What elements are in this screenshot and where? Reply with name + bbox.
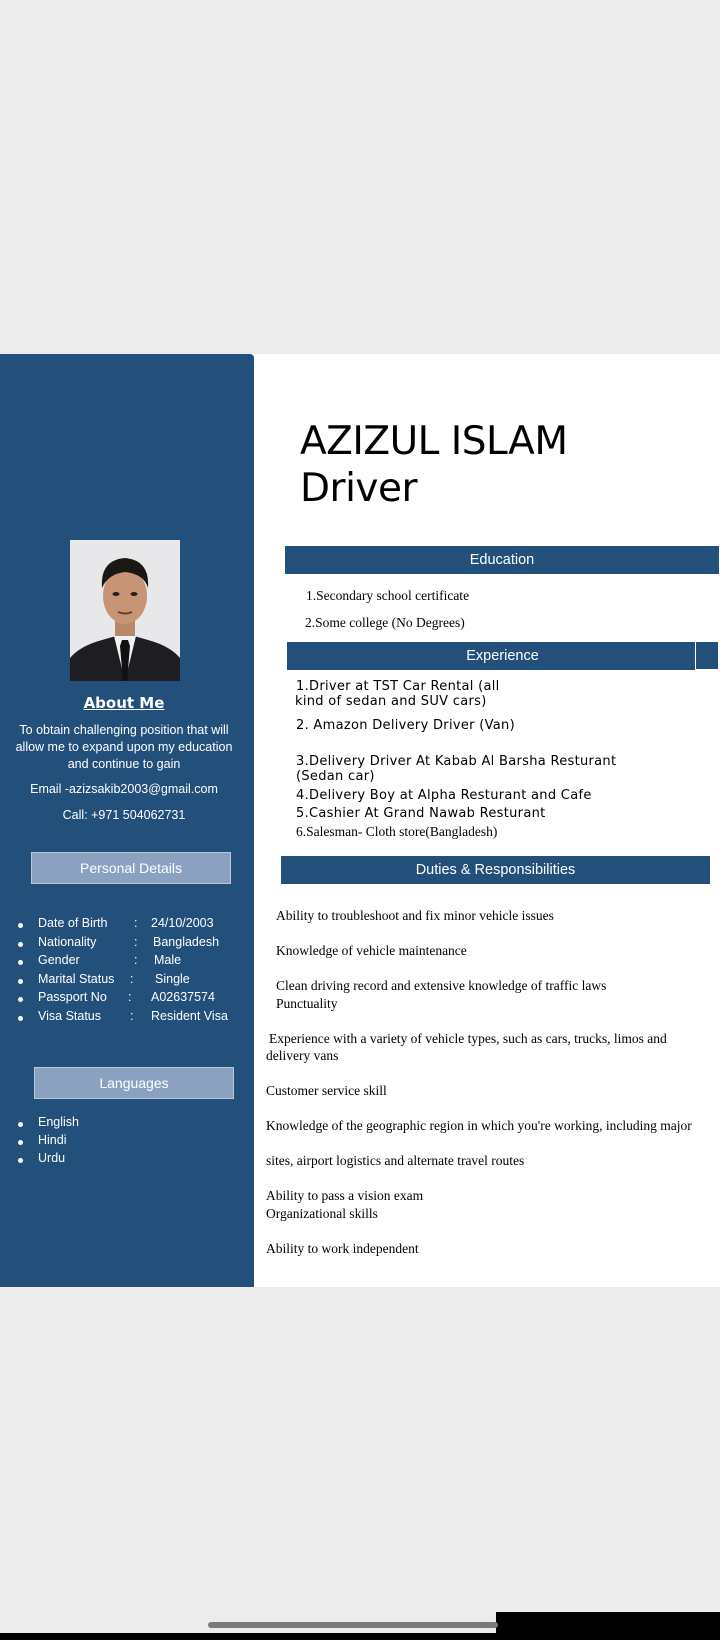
experience-item: 5.Cashier At Grand Nawab Resturant [296,806,546,821]
detail-value: Male [154,953,182,967]
detail-value: Resident Visa [151,1008,228,1023]
list-item [0,953,254,972]
experience-item: kind of sedan and SUV cars) [295,694,487,709]
detail-separator: : [134,934,138,949]
detail-label: Visa Status [38,1008,102,1023]
personal-details-heading: Personal Details [31,852,231,884]
list-item [0,1009,254,1028]
name-line: AZIZUL ISLAM [300,419,568,464]
detail-label: Nationality [38,934,97,949]
duty-item: delivery vans [266,1048,339,1063]
detail-separator: : [130,1008,134,1023]
list-item [0,935,254,954]
sidebar [0,354,254,1287]
list-item: English [0,1115,254,1133]
duty-item: Clean driving record and extensive knowledge of traffic laws [276,978,607,993]
detail-value: Single [155,971,190,986]
detail-separator: : [130,971,134,986]
bottom-edge [0,1633,720,1640]
detail-separator: : [134,953,138,967]
phone-text: Call: +971 504062731 [62,808,186,822]
role-line: Driver [300,466,418,511]
list-item [0,990,254,1009]
home-indicator[interactable] [208,1622,498,1628]
languages-list [0,1115,254,1169]
duty-item: sites, airport logistics and alternate travel routes [266,1153,525,1168]
resume-page [0,354,720,1287]
languages-heading: Languages [34,1067,234,1099]
duty-item: Ability to work independent [266,1241,419,1256]
detail-separator: : [128,990,132,1004]
experience-item: 2. Amazon Delivery Driver (Van) [296,718,515,733]
duty-item: Knowledge of vehicle maintenance [276,943,467,958]
profile-photo [70,540,180,681]
duty-item: Ability to troubleshoot and fix minor vehicle issues [276,908,554,923]
detail-label: Date of Birth [38,916,108,930]
experience-item: 1.Driver at TST Car Rental (all [296,679,500,694]
list-item [0,916,254,935]
detail-value: A02637574 [151,990,215,1004]
email-text: Email -azizsakib2003@gmail.com [30,782,218,796]
list-item [0,972,254,991]
detail-value: Bangladesh [153,934,220,949]
experience-item: 3.Delivery Driver At Kabab Al Barsha Resturant [296,754,617,769]
duty-item: Experience with a variety of vehicle types, such as cars, trucks, limos and [269,1031,667,1046]
detail-label: Passport No [38,990,107,1004]
experience-heading: Experience [287,642,718,670]
education-item: 1.Secondary school certificate [306,588,470,603]
duty-item: Ability to pass a vision exam [266,1188,424,1203]
list-item: Urdu [0,1151,254,1169]
education-item: 2.Some college (No Degrees) [305,615,465,630]
education-heading: Education [285,546,719,574]
detail-separator: : [134,916,138,930]
detail-label: Marital Status [38,971,115,986]
list-item: Hindi [0,1133,254,1151]
about-me-text: To obtain challenging position that will allow me to expand upon my education and continue to gain [15,723,233,771]
detail-value: 24/10/2003 [151,916,214,930]
experience-heading-tab [695,642,718,670]
experience-item: 6.Salesman- Cloth store(Bangladesh) [296,824,498,839]
about-me-heading: About Me [83,694,165,712]
experience-item: (Sedan car) [296,769,375,784]
candidate-name [300,418,568,512]
experience-item: 4.Delivery Boy at Alpha Resturant and Cafe [296,788,592,803]
duty-item: Punctuality [276,996,338,1011]
duty-item: Customer service skill [266,1083,387,1098]
detail-label: Gender [38,953,80,967]
duty-item: Knowledge of the geographic region in which you're working, including major [266,1118,692,1133]
duties-heading: Duties & Responsibilities [281,856,710,884]
personal-details-list [0,916,254,1027]
profile-photo-image [70,540,180,681]
duty-item: Organizational skills [266,1206,378,1221]
